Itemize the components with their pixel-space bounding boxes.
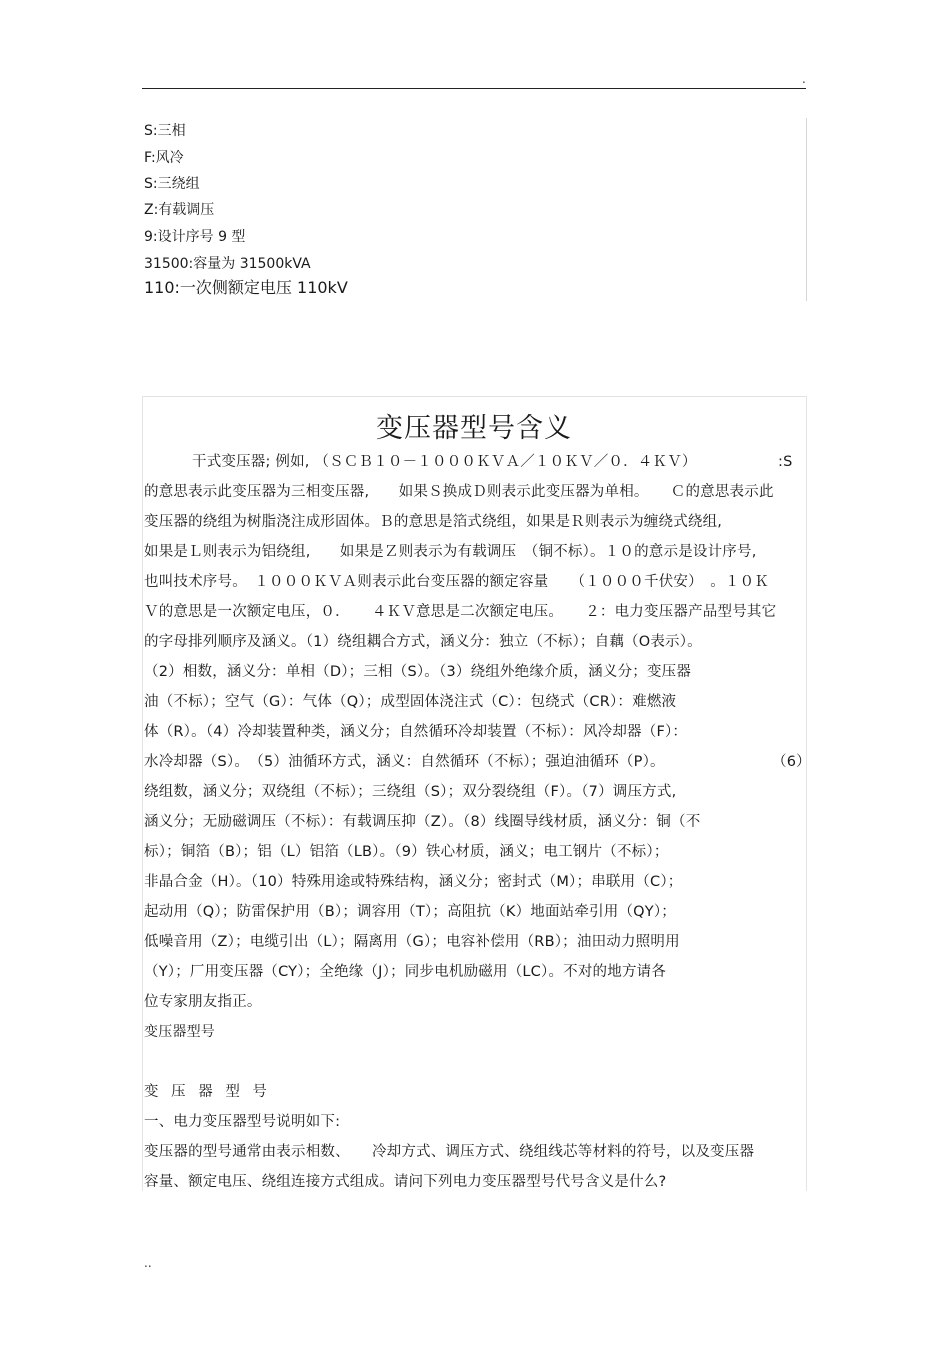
article-line: 涵义分；无励磁调压（不标）：有载调压抑（Z）。（8）线圈导线材质，涵义分：铜（不 (144, 814, 701, 830)
section-line: 变压器的型号通常由表示相数、 冷却方式、调压方式、绕组线芯等材料的符号，以及变压器 (144, 1144, 755, 1160)
section-heading: 变 压 器 型 号 (144, 1084, 271, 1100)
spec-item: 31500:容量为 31500kVA (144, 256, 311, 272)
article-frame-top (142, 396, 806, 397)
article-frame-right (806, 396, 807, 1191)
header-rule (142, 88, 806, 89)
article-line: 绕组数，涵义分；双绕组（不标）；三绕组（S）；双分裂绕组（F）。（7）调压方式, (144, 784, 677, 800)
article-line: 变压器型号 (144, 1024, 215, 1040)
article-line: 低噪音用（Z）；电缆引出（L）；隔离用（G）；电容补偿用（RB）；油田动力照明用 (144, 934, 680, 950)
article-line: 起动用（Q）；防雷保护用（B）；调容用（T）；高阻抗（K）地面站牵引用（QY）； (144, 904, 676, 920)
article-line: （2）相数，涵义分：单相（D）；三相（S）。（3）绕组外绝缘介质，涵义分；变压器 (144, 664, 692, 680)
article-line: 干式变压器; 例如, （ＳＣＢ１０－１０００ＫＶＡ／１０ＫＶ／０．４ＫＶ） (192, 454, 697, 470)
section-line: 容量、额定电压、绕组连接方式组成。请问下列电力变压器型号代号含义是什么? (144, 1174, 667, 1190)
article-line: 的意思表示此变压器为三相变压器, 如果Ｓ换成Ｄ则表示此变压器为单相。 Ｃ的意思表示此 (144, 484, 774, 500)
article-line: 变压器的绕组为树脂浇注成形固体。Ｂ的意思是箔式绕组，如果是Ｒ则表示为缠绕式绕组, (144, 514, 723, 530)
article-line: 的字母排列顺序及涵义。（1）绕组耦合方式，涵义分：独立（不标）；自藕（O表示）。 (144, 634, 702, 650)
right-frame-rule (806, 118, 807, 301)
article-title: 变压器型号含义 (376, 413, 572, 444)
article-line: Ｖ的意思是一次额定电压，０． ４ＫＶ意思是二次额定电压。 ２：电力变压器产品型号其它 (144, 604, 777, 620)
article-line: 位专家朋友指正。 (144, 994, 262, 1010)
article-line-tail: （6） (772, 754, 811, 770)
article-line: 油（不标）；空气（G）：气体（Q）；成型固体浇注式（C）：包绕式（CR）：难燃液 (144, 694, 677, 710)
article-line: 标）；铜箔（B）；铝（L）铝箔（LB）。（9）铁心材质，涵义；电工钢片（不标）； (144, 844, 669, 860)
article-line: 也叫技术序号。 １０００ＫＶＡ则表示此台变压器的额定容量 （１０００千伏安） 。１０Ｋ (144, 574, 770, 590)
spec-item: F:风冷 (144, 150, 184, 166)
article-line: 如果是Ｌ则表示为铝绕组, 如果是Ｚ则表示为有载调压 （铜不标）。１０的意示是设计序号, (144, 544, 757, 560)
article-frame-left (142, 396, 143, 1191)
article-line: 水冷却器（S）。 （5）油循环方式，涵义：自然循环（不标）；强迫油循环（P）。 (144, 754, 665, 770)
article-line: （Y）；厂用变压器（CY）；全绝缘（J）；同步电机励磁用（LC）。不对的地方请各 (144, 964, 667, 980)
spec-item: 9:设计序号 9 型 (144, 229, 246, 245)
section-subheading: 一、电力变压器型号说明如下: (144, 1114, 341, 1130)
article-line: 体（R）。（4）冷却装置种类，涵义分；自然循环冷却装置（不标）：风冷却器（F）： (144, 724, 688, 740)
footer-mark: .. (144, 1256, 152, 1270)
header-mark: . (802, 72, 806, 86)
spec-item: S:三相 (144, 123, 186, 139)
spec-item: S:三绕组 (144, 176, 200, 192)
article-line-tail: :S (778, 454, 793, 470)
spec-item: Z:有载调压 (144, 202, 215, 218)
article-line: 非晶合金（H）。（10）特殊用途或特殊结构，涵义分；密封式（M）；串联用（C）； (144, 874, 683, 890)
spec-item: 110:一次侧额定电压 110kV (144, 278, 348, 297)
